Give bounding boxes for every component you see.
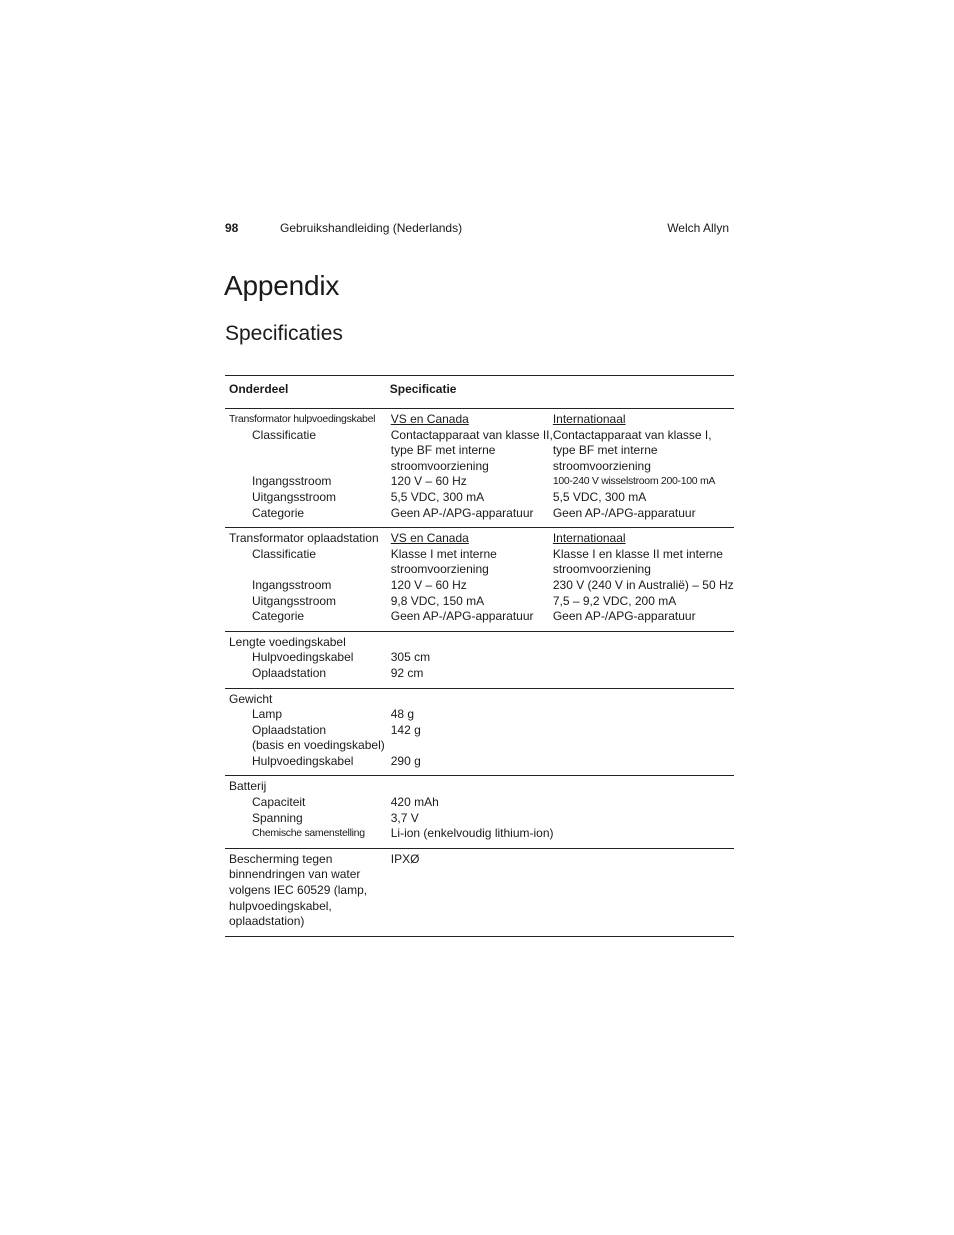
spec-values xyxy=(385,688,734,776)
spec-value: 420 mAh xyxy=(390,795,439,810)
specifications-table xyxy=(225,375,734,937)
spec-value: 7,5 – 9,2 VDC, 200 mA xyxy=(552,593,677,608)
table-header-row xyxy=(225,376,734,409)
spec-value: type BF met interne xyxy=(552,443,658,458)
row-heading: Bescherming tegen xyxy=(229,851,333,866)
table-row xyxy=(225,848,734,936)
spec-value: Contactapparaat van klasse I, xyxy=(552,427,712,442)
row-sublabel: Ingangsstroom xyxy=(252,474,332,489)
spec-value: Geen AP-/APG-apparatuur xyxy=(552,505,696,520)
spec-value: 3,7 V xyxy=(390,810,419,825)
row-sublabel: (basis en voedingskabel) xyxy=(252,738,385,753)
row-label xyxy=(225,528,385,632)
spec-value: Geen AP-/APG-apparatuur xyxy=(552,609,696,624)
spec-value: 92 cm xyxy=(390,665,424,680)
manual-title: Gebruikshandleiding (Nederlands) xyxy=(280,221,463,235)
spec-value: Li-ion (enkelvoudig lithium-ion) xyxy=(390,826,554,841)
row-heading: Transformator oplaadstation xyxy=(229,531,379,546)
spec-value: stroomvoorziening xyxy=(552,562,651,577)
region-heading: VS en Canada xyxy=(390,412,469,426)
page-number: 98 xyxy=(225,221,239,235)
row-sublabel: Lamp xyxy=(252,707,283,722)
column-header-onderdeel: Onderdeel xyxy=(225,376,385,409)
row-label xyxy=(225,688,385,776)
spec-value: 120 V – 60 Hz xyxy=(390,474,467,489)
spec-value: 9,8 VDC, 150 mA xyxy=(390,593,485,608)
page-header xyxy=(225,221,731,239)
table-row xyxy=(225,528,734,632)
row-sublabel: Categorie xyxy=(252,505,305,520)
spec-international xyxy=(553,528,734,632)
spec-value: 5,5 VDC, 300 mA xyxy=(552,489,647,504)
table-row xyxy=(225,631,734,688)
row-sublabel: Hulpvoedingskabel xyxy=(252,753,354,768)
row-sublabel: Oplaadstation xyxy=(252,665,327,680)
row-heading: volgens IEC 60529 (lamp, xyxy=(229,883,368,898)
row-label xyxy=(225,631,385,688)
table-row xyxy=(225,688,734,776)
row-sublabel: Oplaadstation xyxy=(252,722,327,737)
row-heading: Transformator hulpvoedingskabel xyxy=(229,413,376,425)
row-sublabel: Classificatie xyxy=(252,427,317,442)
spec-value: IPXØ xyxy=(390,851,420,866)
spec-value: stroomvoorziening xyxy=(390,458,489,473)
row-heading: binnendringen van water xyxy=(229,867,361,882)
spec-value: 290 g xyxy=(390,753,421,768)
row-heading: oplaadstation) xyxy=(229,914,305,929)
spec-value: Geen AP-/APG-apparatuur xyxy=(390,609,534,624)
row-sublabel: Ingangsstroom xyxy=(252,577,332,592)
row-label xyxy=(225,409,385,528)
spec-value: 230 V (240 V in Australië) – 50 Hz xyxy=(552,577,734,592)
spec-value: Klasse I en klasse II met interne xyxy=(552,546,723,561)
spec-value: 142 g xyxy=(390,722,421,737)
spec-value: Geen AP-/APG-apparatuur xyxy=(390,505,534,520)
row-sublabel: Hulpvoedingskabel xyxy=(252,650,354,665)
spec-us-canada xyxy=(385,528,553,632)
row-sublabel: Chemische samenstelling xyxy=(252,827,365,840)
row-sublabel: Capaciteit xyxy=(252,795,306,810)
spec-value: stroomvoorziening xyxy=(552,458,651,473)
column-header-specificatie: Specificatie xyxy=(385,376,734,409)
row-label xyxy=(225,848,385,936)
row-sublabel: Spanning xyxy=(252,810,303,825)
row-sublabel: Uitgangsstroom xyxy=(252,593,337,608)
table-row xyxy=(225,776,734,848)
page-title: Appendix xyxy=(224,270,340,301)
brand-name: Welch Allyn xyxy=(667,221,729,235)
spec-value: 100-240 V wisselstroom 200-100 mA xyxy=(552,475,716,488)
section-title: Specificaties xyxy=(225,322,343,345)
spec-value: type BF met interne xyxy=(390,443,496,458)
row-sublabel: Uitgangsstroom xyxy=(252,489,337,504)
region-heading: VS en Canada xyxy=(390,531,469,546)
spec-values xyxy=(385,848,734,936)
row-heading: Batterij xyxy=(229,779,267,794)
spec-value: 5,5 VDC, 300 mA xyxy=(390,489,485,504)
row-sublabel: Classificatie xyxy=(252,546,317,561)
spec-value: Klasse I met interne xyxy=(390,546,497,561)
region-heading: Internationaal xyxy=(552,531,626,546)
spec-value: 305 cm xyxy=(390,650,431,665)
spec-value: Contactapparaat van klasse II, xyxy=(390,427,553,442)
region-heading: Internationaal xyxy=(552,412,626,426)
spec-us-canada xyxy=(385,409,553,528)
spec-value: 48 g xyxy=(390,707,415,722)
row-heading: Gewicht xyxy=(229,691,273,706)
row-label xyxy=(225,776,385,848)
spec-international xyxy=(553,409,734,528)
spec-value: 120 V – 60 Hz xyxy=(390,577,467,592)
row-sublabel: Categorie xyxy=(252,609,305,624)
spec-value: stroomvoorziening xyxy=(390,562,489,577)
spec-values xyxy=(385,631,734,688)
row-heading: hulpvoedingskabel, xyxy=(229,898,332,913)
spec-values xyxy=(385,776,734,848)
row-heading: Lengte voedingskabel xyxy=(229,634,346,649)
table-row xyxy=(225,409,734,528)
